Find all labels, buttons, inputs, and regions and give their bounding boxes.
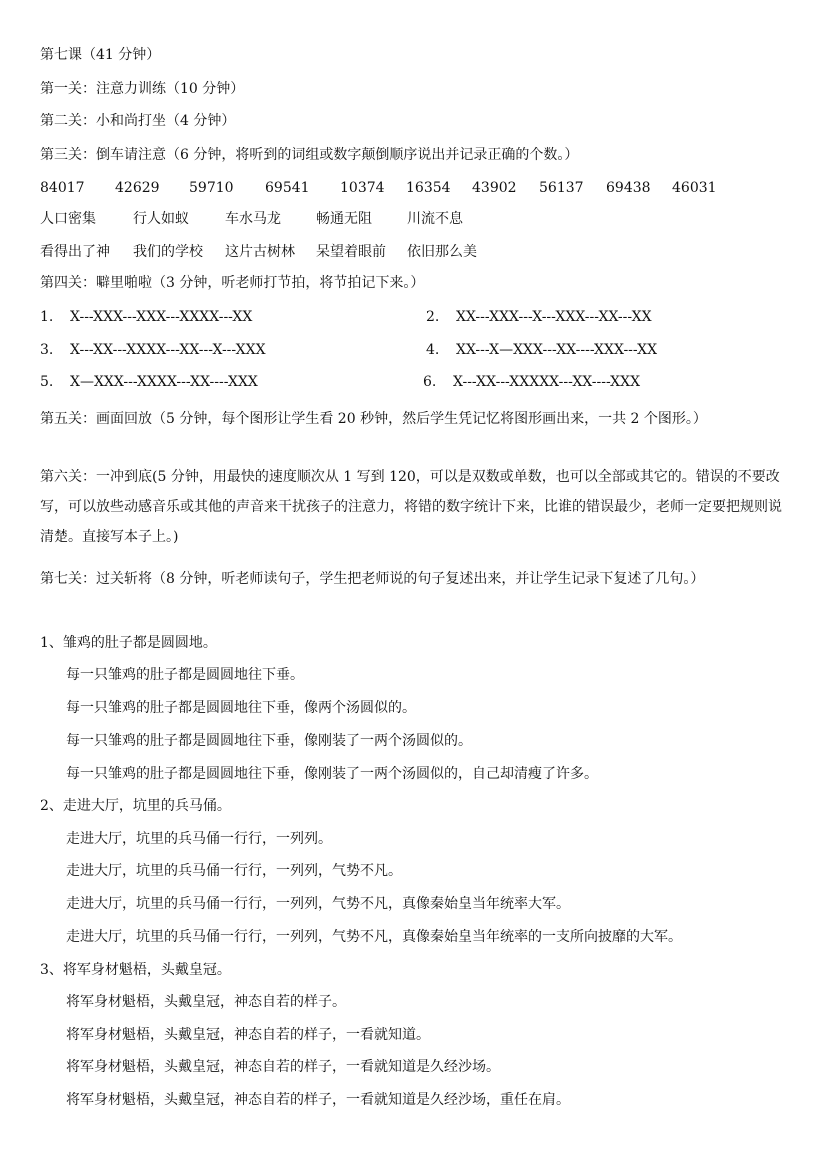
level-7: 第七关：过关斩将（8 分钟，听老师读句子，学生把老师说的句子复述出来，并让学生记录下复述了几句。） (40, 571, 705, 587)
group-head: 1、雏鸡的肚子都是圆圆地。 (40, 635, 217, 651)
rhythm-pattern: XX---X—XXX---XX----XXX---XX (456, 342, 658, 358)
phrase-item: 看得出了神 (40, 244, 110, 260)
sentence-line: 将军身材魁梧，头戴皇冠，神态自若的样子，一看就知道是久经沙场。 (66, 1059, 500, 1075)
idiom-item: 人口密集 (40, 211, 96, 227)
lesson-title: 第七课（41 分钟） (40, 47, 161, 63)
sentence-line: 将军身材魁梧，头戴皇冠，神态自若的样子，一看就知道。 (66, 1027, 430, 1043)
rhythm-number: 5. (40, 374, 54, 390)
rhythm-pattern: X---XXX---XXX---XXXX---XX (70, 309, 253, 325)
sentence-line: 每一只雏鸡的肚子都是圆圆地往下垂，像刚装了一两个汤圆似的。 (66, 733, 472, 749)
rhythm-number: 3. (40, 342, 54, 358)
level-4: 第四关：噼里啪啦（3 分钟，听老师打节拍，将节拍记下来。） (40, 275, 425, 291)
number-item: 43902 (472, 180, 517, 196)
rhythm-pattern: X---XX---XXXX---XX---X---XXX (70, 342, 266, 358)
number-item: 42629 (115, 180, 160, 196)
idiom-item: 川流不息 (407, 211, 463, 227)
sentence-line: 每一只雏鸡的肚子都是圆圆地往下垂，像两个汤圆似的。 (66, 700, 416, 716)
rhythm-number: 6. (423, 374, 437, 390)
number-item: 69541 (265, 180, 310, 196)
number-item: 84017 (40, 180, 85, 196)
sentence-line: 走进大厅，坑里的兵马俑一行行，一列列，气势不凡，真像秦始皇当年统率的一支所向披靡的大军。 (66, 929, 682, 945)
level-6: 第六关：一冲到底(5 分钟，用最快的速度顺次从 1 写到 120，可以是双数或单数，也可以全部或其它的。错误的不要改写，可以放些动感音乐或其他的声音来干扰孩子的注意力，将错的数字统计下来，比谁的错误最少，老师一定要把规则说清楚。直接写本子上。) (40, 469, 782, 545)
level-3: 第三关：倒车请注意（6 分钟，将听到的词组或数字颠倒顺序说出并记录正确的个数。） (40, 147, 579, 163)
number-item: 10374 (340, 180, 385, 196)
phrase-item: 依旧那么美 (407, 244, 477, 260)
group-head: 2、走进大厅，坑里的兵马俑。 (40, 798, 231, 814)
sentence-line: 将军身材魁梧，头戴皇冠，神态自若的样子，一看就知道是久经沙场，重任在肩。 (66, 1092, 570, 1108)
rhythm-pattern: XX---XXX---X---XXX---XX---XX (456, 309, 652, 325)
phrase-item: 这片古树林 (225, 244, 295, 260)
number-item: 69438 (606, 180, 651, 196)
sentence-line: 每一只雏鸡的肚子都是圆圆地往下垂，像刚装了一两个汤圆似的，自己却清瘦了许多。 (66, 766, 598, 782)
rhythm-pattern: X---XX---XXXXX---XX----XXX (453, 374, 641, 390)
sentence-line: 走进大厅，坑里的兵马俑一行行，一列列。 (66, 831, 332, 847)
idiom-item: 车水马龙 (225, 211, 281, 227)
sentence-line: 走进大厅，坑里的兵马俑一行行，一列列，气势不凡，真像秦始皇当年统率大军。 (66, 896, 570, 912)
number-item: 56137 (539, 180, 584, 196)
number-item: 16354 (406, 180, 451, 196)
idiom-item: 行人如蚁 (133, 211, 189, 227)
phrase-item: 呆望着眼前 (316, 244, 386, 260)
number-item: 46031 (672, 180, 717, 196)
sentence-line: 走进大厅，坑里的兵马俑一行行，一列列，气势不凡。 (66, 863, 402, 879)
level-5: 第五关：画面回放（5 分钟，每个图形让学生看 20 秒钟，然后学生凭记忆将图形画出来，一共 2 个图形。） (40, 411, 707, 427)
level-1: 第一关：注意力训练（10 分钟） (40, 81, 245, 97)
level-2: 第二关：小和尚打坐（4 分钟） (40, 113, 236, 129)
group-head: 3、将军身材魁梧，头戴皇冠。 (40, 962, 231, 978)
rhythm-pattern: X—XXX---XXXX---XX----XXX (70, 374, 258, 390)
sentence-line: 将军身材魁梧，头戴皇冠，神态自若的样子。 (66, 994, 346, 1010)
rhythm-number: 1. (40, 309, 54, 325)
sentence-line: 每一只雏鸡的肚子都是圆圆地往下垂。 (66, 667, 304, 683)
rhythm-number: 2. (426, 309, 440, 325)
idiom-item: 畅通无阻 (316, 211, 372, 227)
rhythm-number: 4. (426, 342, 440, 358)
number-item: 59710 (189, 180, 234, 196)
phrase-item: 我们的学校 (133, 244, 203, 260)
